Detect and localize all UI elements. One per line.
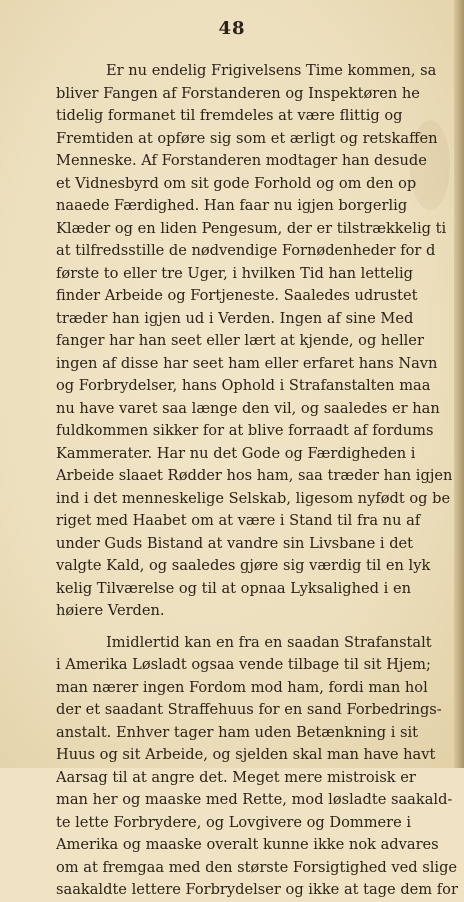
text-line: Amerika og maaske overalt kunne ikke nok advares (56, 836, 439, 853)
text-line: første to eller tre Uger, i hvilken Tid han lettelig (56, 264, 414, 282)
text-line: saakaldte lettere Forbrydelser og ikke at tage dem for (56, 881, 458, 898)
text-line: ingen af disse har seet ham eller erfaret hans Navn (56, 354, 438, 372)
text-line: tidelig formanet til fremdeles at være flittig og (56, 107, 403, 124)
text-line: valgte Kald, og saaledes gjøre sig værdig til en lyk (56, 557, 431, 574)
text-line: te lette Forbrydere, og Lovgivere og Dommere i (56, 813, 412, 831)
text-line: høiere Verden. (56, 602, 165, 619)
text-line: Kammerater. Har nu det Gode og Færdigheden i (56, 444, 416, 462)
text-line: bliver Fangen af Forstanderen og Inspektøren he (56, 84, 420, 102)
text-line: Arbeide slaaet Rødder hos ham, saa træder han igjen (56, 467, 453, 484)
text-line: anstalt. Enhver tager ham uden Betænkning i sit (56, 723, 419, 741)
text-line: at tilfredsstille de nødvendige Fornødenheder for d (56, 242, 436, 259)
text-line: et Vidnesbyrd om sit gode Forhold og om den op (56, 174, 417, 192)
text-line: man her og maaske med Rette, mod løsladte saakald- (56, 791, 453, 808)
text-line: nu have varet saa længe den vil, og saaledes er han (56, 399, 440, 417)
body-text (56, 60, 460, 902)
text-line: Imidlertid kan en fra en saadan Strafanstalt (106, 633, 432, 651)
text-line: Menneske. Af Forstanderen modtager han desude (56, 152, 427, 169)
text-line: Klæder og en liden Pengesum, der er tilstrækkelig ti (56, 219, 447, 237)
text-line: i Amerika Løsladt ogsaa vende tilbage til sit Hjem; (56, 656, 431, 673)
text-line: riget med Haabet om at være i Stand til fra nu af (56, 512, 421, 529)
text-line: Huus og sit Arbeide, og sjelden skal man have havt (56, 746, 436, 763)
text-line: Fremtiden at opføre sig som et ærligt og retskaffen (56, 129, 438, 147)
text-line: Er nu endelig Frigivelsens Time kommen, sa (106, 62, 437, 79)
text-line: Aarsag til at angre det. Meget mere mistroisk er (56, 768, 416, 786)
text-line: ind i det menneskelige Selskab, ligesom nyfødt og be (56, 489, 451, 507)
text-line: der et saadant Straffehuus for en sand Forbedrings- (56, 701, 442, 718)
text-line: kelig Tilværelse og til at opnaa Lyksalighed i en (56, 579, 411, 597)
text-line: naaede Færdighed. Han faar nu igjen borgerlig (56, 197, 408, 214)
text-line: man nærer ingen Fordom mod ham, fordi man hol (56, 678, 428, 696)
text-line: om at fremgaa med den største Forsigtighed ved slige (56, 858, 458, 876)
text-line: under Guds Bistand at vandre sin Livsbane i det (56, 534, 414, 552)
text-line: og Forbrydelser, hans Ophold i Strafanstalten maa (56, 377, 431, 394)
text-line: fanger har han seet eller lært at kjende, og heller (56, 332, 424, 349)
page-number: 48 (218, 18, 246, 39)
text-line: træder han igjen ud i Verden. Ingen af sine Med (56, 309, 414, 327)
text-line: fuldkommen sikker for at blive forraadt af fordums (56, 422, 434, 439)
text-line: finder Arbeide og Fortjeneste. Saaledes udrustet (56, 287, 418, 304)
